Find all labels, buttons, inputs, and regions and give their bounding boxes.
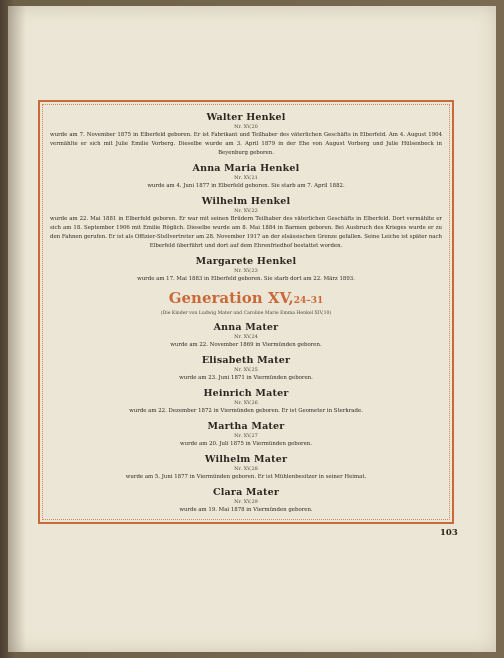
- entry-text: wurde am 23. Juni 1871 in Viermünden geboren.: [179, 375, 313, 381]
- entry-name: Martha Mater: [207, 421, 285, 432]
- entry-name: Anna Maria Henkel: [192, 163, 300, 174]
- entry-name: Walter Henkel: [206, 112, 286, 123]
- entry-number: Nr. XV,22: [234, 208, 258, 214]
- entry-text: wurde am 5. Juni 1877 in Viermünden geboren. Er ist Mühlenbesitzer in seiner Heimat.: [125, 474, 367, 480]
- entry-number: Nr. XV,27: [234, 433, 258, 439]
- entry-wilhelm-henkel: [48, 196, 444, 251]
- entry-walter-henkel: [48, 112, 444, 158]
- generation-title: Generation XV,: [168, 289, 294, 307]
- entry-text: wurde am 22. Mai 1881 in Elberfeld geboren. Er war mit seinen Brüdern Teilhaber des väterlichen Geschäfts in Elberfeld. Dort vermählte er sich am 18. September 1906 mit Emilie Röglich. Dieselbe wurde am 8. Mai 1884 in Barmen geboren. Bei Ausbruch des Krieges wurde er zu den Fahnen gerufen. Er ist als Offizier-Stellvertreter am 28. November 1917 an der elsässischen Grenze gefallen. Seine Leiche ist später nach Elberfeld überführt und dort auf dem Ehrenfriedhof bestattet worden.: [50, 216, 442, 249]
- page-content: [48, 112, 444, 516]
- entry-number: Nr. XV,20: [234, 124, 258, 130]
- entry-text: wurde am 4. Juni 1877 in Elberfeld geboren. Sie starb am 7. April 1882.: [147, 183, 345, 189]
- entry-clara-mater: [48, 487, 444, 515]
- entry-text: wurde am 17. Mai 1883 in Elberfeld geboren. Sie starb dort am 22. März 1893.: [137, 276, 355, 282]
- entry-martha-mater: [48, 421, 444, 449]
- entry-number: Nr. XV,29: [234, 499, 258, 505]
- entry-text: wurde am 22. Dezember 1872 in Viermünden geboren. Er ist Geometer in Sterkrade.: [129, 408, 363, 414]
- entry-number: Nr. XV,26: [234, 400, 258, 406]
- entry-name: Wilhelm Henkel: [201, 196, 291, 207]
- entry-anna-maria-henkel: [48, 163, 444, 191]
- entry-name: Heinrich Mater: [203, 388, 289, 399]
- entry-text: wurde am 7. November 1875 in Elberfeld geboren. Er ist Fabrikant und Teilhaber des väterlichen Geschäfts in Elberfeld. Am 4. August 1904 vermählte er sich mit Julie Emilie Vorberg. Dieselbe wurde am 3. April 1879 in der Ehe von August Vorberg und Julie Hülsenbeck in Beyenburg geboren.: [50, 132, 442, 156]
- entry-number: Nr. XV,25: [234, 367, 258, 373]
- entry-text: wurde am 22. November 1869 in Viermünden geboren.: [170, 342, 322, 348]
- entry-number: Nr. XV,24: [234, 334, 258, 340]
- entry-name: Wilhelm Mater: [204, 454, 288, 465]
- entry-name: Anna Mater: [213, 322, 279, 333]
- entry-number: Nr. XV,21: [234, 175, 258, 181]
- entry-name: Margarete Henkel: [195, 256, 297, 267]
- entry-heinrich-mater: [48, 388, 444, 416]
- generation-range: 24–31: [293, 296, 324, 306]
- entry-number: Nr. XV,23: [234, 268, 258, 274]
- entry-elisabeth-mater: [48, 355, 444, 383]
- entry-name: Clara Mater: [212, 487, 280, 498]
- entry-text: wurde am 19. Mai 1878 in Viermünden geboren.: [179, 507, 313, 513]
- entry-number: Nr. XV,28: [234, 466, 258, 472]
- entry-text: wurde am 20. Juli 1875 in Viermünden geboren.: [180, 441, 312, 447]
- generation-note: (Die Kinder von Ludwig Mater und Caroline Marie Emma Henkel XIV,10): [160, 311, 332, 316]
- page-number: 103: [440, 528, 458, 538]
- entry-margarete-henkel: [48, 256, 444, 284]
- generation-heading: [48, 289, 444, 310]
- entry-name: Elisabeth Mater: [201, 355, 291, 366]
- entry-anna-mater: [48, 322, 444, 350]
- entry-wilhelm-mater: [48, 454, 444, 482]
- page-binding-shadow: [8, 6, 26, 652]
